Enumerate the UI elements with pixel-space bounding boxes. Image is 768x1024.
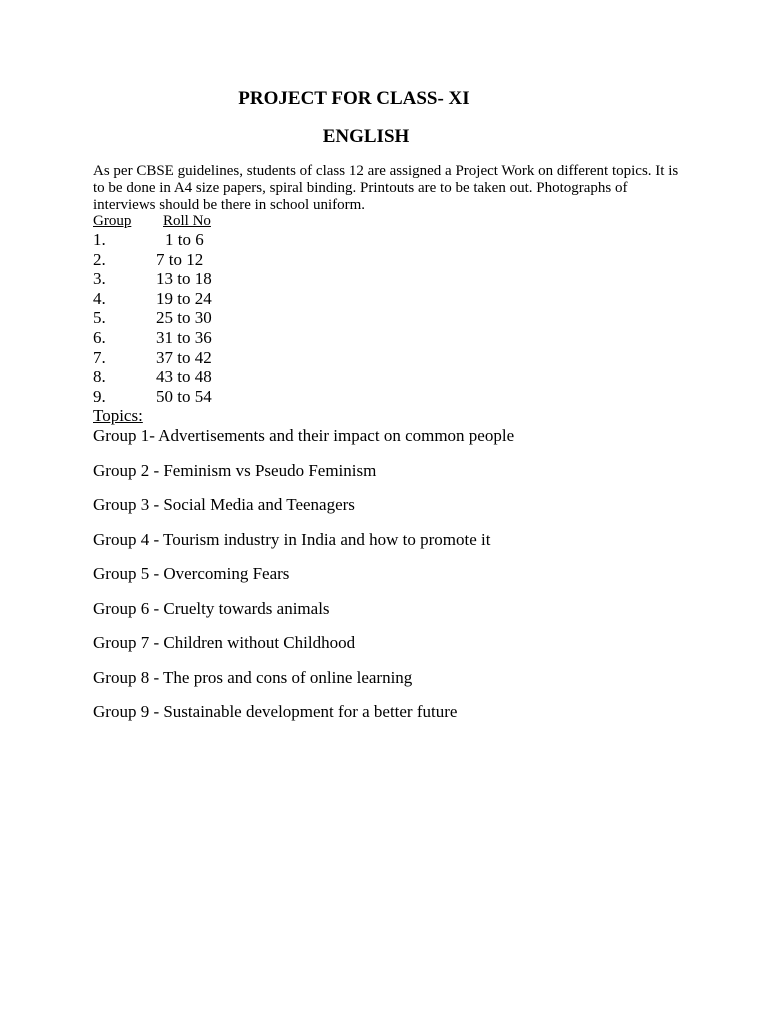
roll-range: 7 to 12 — [156, 249, 204, 269]
topics-heading: Topics: — [93, 406, 143, 425]
group-number: 9. — [93, 386, 106, 406]
topic-item: Group 1- Advertisements and their impact on common people — [93, 426, 515, 445]
group-number: 2. — [93, 249, 106, 269]
group-number: 4. — [93, 288, 106, 308]
group-roll-list — [93, 230, 393, 406]
topic-item: Group 4 - Tourism industry in India and how to promote it — [93, 529, 491, 549]
document-title: PROJECT FOR CLASS- XI — [238, 88, 470, 109]
group-row — [93, 387, 393, 407]
group-row — [93, 367, 393, 387]
group-row — [93, 348, 393, 368]
topic-item: Group 8 - The pros and cons of online learning — [93, 667, 413, 687]
topic-item: Group 2 - Feminism vs Pseudo Feminism — [93, 460, 377, 480]
topic-item: Group 3 - Social Media and Teenagers — [93, 495, 355, 514]
roll-range: 43 to 48 — [156, 367, 212, 387]
roll-range: 37 to 42 — [156, 347, 212, 367]
group-row — [93, 328, 393, 348]
group-number: 7. — [93, 347, 106, 367]
topic-item: Group 7 - Children without Childhood — [93, 633, 356, 652]
roll-range: 1 to 6 — [165, 230, 204, 249]
group-number: 3. — [93, 269, 106, 289]
intro-paragraph: As per CBSE guidelines, students of class 12 are assigned a Project Work on different topics. It is to be done in A4 size papers, spiral binding. Printouts are to be taken out. Photographs of interviews should be there in school uniform. — [93, 163, 679, 213]
topic-item: Group 6 - Cruelty towards animals — [93, 598, 330, 618]
group-row — [93, 250, 393, 270]
group-column-header: Group — [93, 213, 132, 229]
group-number: 6. — [93, 327, 106, 347]
group-number: 1. — [93, 230, 106, 249]
roll-range: 25 to 30 — [156, 308, 212, 328]
group-row — [93, 308, 393, 328]
group-row — [93, 269, 393, 289]
roll-range: 13 to 18 — [156, 269, 212, 289]
group-row — [93, 289, 393, 309]
group-row — [93, 230, 393, 250]
roll-range: 31 to 36 — [156, 327, 212, 347]
roll-range: 50 to 54 — [156, 386, 212, 406]
roll-no-column-header: Roll No — [163, 213, 211, 229]
group-number: 8. — [93, 367, 106, 387]
topic-item: Group 5 - Overcoming Fears — [93, 564, 290, 583]
topic-item: Group 9 - Sustainable development for a better future — [93, 702, 458, 721]
group-number: 5. — [93, 308, 106, 328]
topics-list — [93, 426, 514, 737]
document-subject: ENGLISH — [322, 126, 410, 147]
roll-range: 19 to 24 — [156, 288, 212, 308]
